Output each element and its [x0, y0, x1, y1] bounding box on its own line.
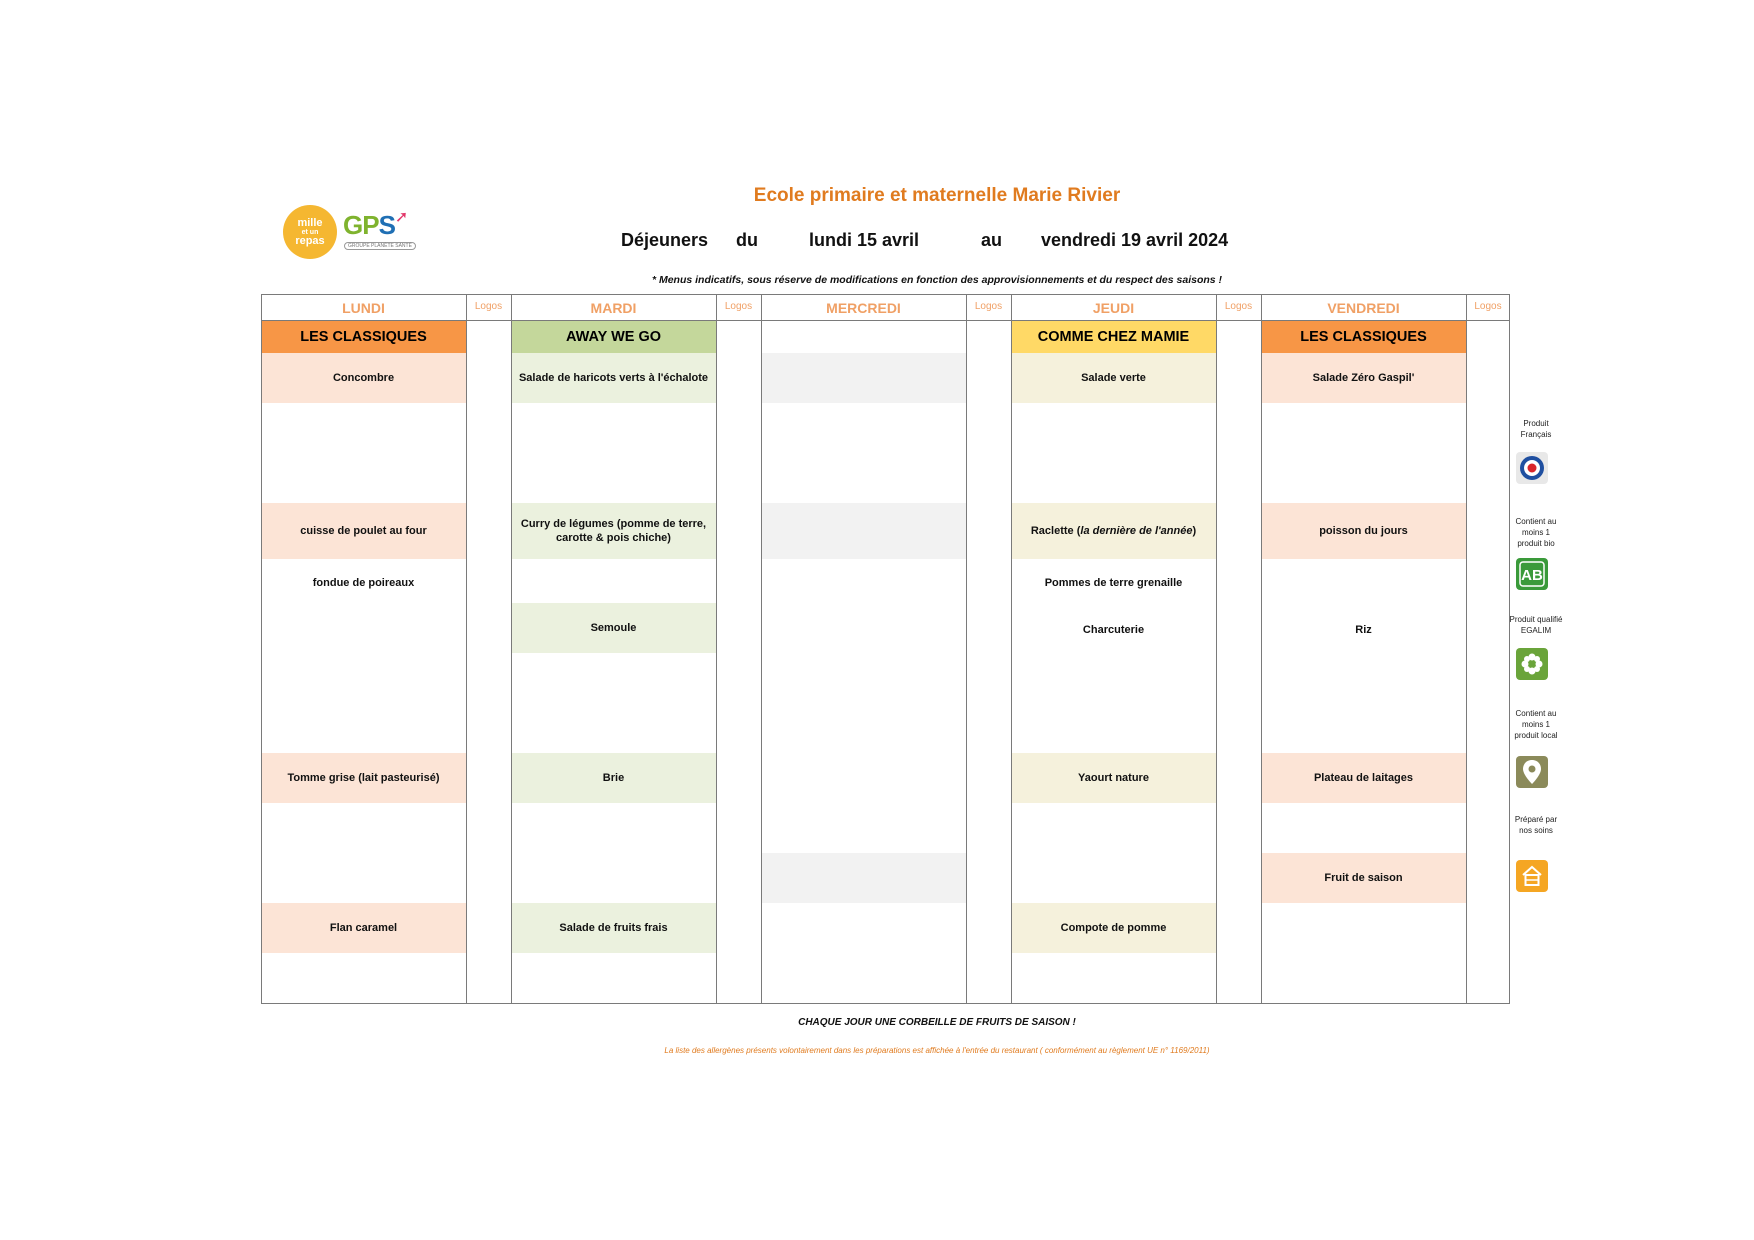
- table-border: [1509, 294, 1510, 1004]
- theme-lundi: LES CLASSIQUES: [261, 321, 466, 353]
- day-header-vendredi: VENDREDI: [1327, 300, 1400, 316]
- jeudi-accompagnement-2: Charcuterie: [1082, 624, 1145, 636]
- table-border: [261, 294, 1510, 295]
- day-header-mercredi: MERCREDI: [826, 300, 901, 316]
- jeudi-entree: Salade verte: [1011, 353, 1216, 403]
- mille-et-un-repas-logo: [283, 205, 337, 259]
- mardi-plat: Curry de légumes (pomme de terre, carotte & pois chiche): [511, 503, 716, 559]
- french-product-icon: [1516, 452, 1548, 484]
- day-header-mardi: MARDI: [590, 300, 637, 316]
- mardi-dessert: Salade de fruits frais: [511, 903, 716, 953]
- mardi-laitage: Brie: [511, 753, 716, 803]
- vendredi-dessert: Fruit de saison: [1261, 853, 1466, 903]
- mercredi-empty-entree: [761, 353, 966, 403]
- gps-logo-text: GP: [343, 210, 379, 240]
- vendredi-accompagnement: Riz: [1355, 624, 1372, 636]
- logos-header: Logos: [974, 301, 1003, 312]
- vendredi-plat: poisson du jours: [1261, 503, 1466, 559]
- mardi-entree: Salade de haricots verts à l'échalote: [511, 353, 716, 403]
- fruit-basket-note: CHAQUE JOUR UNE CORBEILLE DE FRUITS DE SAISON !: [798, 1017, 1076, 1028]
- table-border: [261, 294, 262, 1004]
- logo-text-line: mille: [297, 216, 323, 229]
- local-pin-icon: [1516, 756, 1548, 788]
- theme-jeudi: COMME CHEZ MAMIE: [1011, 321, 1216, 353]
- lundi-entree: Concombre: [261, 353, 466, 403]
- legend-label-bio: Contient au moins 1 produit bio: [1515, 517, 1557, 548]
- logos-header: Logos: [724, 301, 753, 312]
- allergen-note: La liste des allergènes présents volontairement dans les préparations est affichée à l'entrée du restaurant ( conformément au règlement UE n° 1169/2011): [664, 1046, 1210, 1055]
- logos-header: Logos: [1224, 301, 1253, 312]
- table-border: [511, 294, 512, 1004]
- day-header-jeudi: JEUDI: [1092, 300, 1135, 316]
- legend-label-egalim: Produit qualifié EGALIM: [1509, 615, 1563, 635]
- end-date: vendredi 19 avril 2024: [1041, 230, 1229, 250]
- vendredi-laitage: Plateau de laitages: [1261, 753, 1466, 803]
- mardi-accompagnement: Semoule: [511, 603, 716, 653]
- table-border: [716, 294, 717, 1004]
- jeudi-laitage: Yaourt nature: [1011, 753, 1216, 803]
- table-border: [466, 294, 467, 1004]
- lundi-dessert: Flan caramel: [261, 903, 466, 953]
- lundi-plat: cuisse de poulet au four: [261, 503, 466, 559]
- jeudi-plat-suffix: ): [1192, 525, 1197, 537]
- table-border: [1011, 294, 1012, 1004]
- day-header-lundi: LUNDI: [342, 300, 385, 316]
- gps-logo: [343, 210, 407, 241]
- table-border: [261, 320, 1510, 321]
- logos-header: Logos: [474, 301, 503, 312]
- weekly-menu-table: [261, 294, 1510, 1004]
- table-border: [761, 294, 762, 1004]
- legend-label-local: Contient au moins 1 produit local: [1514, 709, 1558, 740]
- legend-label-homemade: Préparé par nos soins: [1514, 815, 1558, 835]
- jeudi-plat-text: Raclette (: [1030, 525, 1081, 537]
- gps-swoosh-icon: ➚: [394, 209, 408, 226]
- jeudi-dessert: Compote de pomme: [1011, 903, 1216, 953]
- jeudi-accompagnement: Pommes de terre grenaille: [1044, 577, 1183, 589]
- table-border: [1466, 294, 1467, 1004]
- homemade-house-icon: [1516, 860, 1548, 892]
- lundi-laitage: Tomme grise (lait pasteurisé): [261, 753, 466, 803]
- legend-label-french: Produit Français: [1520, 419, 1552, 439]
- menu-disclaimer: * Menus indicatifs, sous réserve de modifications en fonction des approvisionnements et du respect des saisons !: [651, 274, 1223, 286]
- table-border: [966, 294, 967, 1004]
- gps-logo-subtitle: GROUPE PLANÈTE SANTÉ: [344, 242, 416, 250]
- table-border: [1216, 294, 1217, 1004]
- dejeuners-label: Déjeuners: [621, 230, 709, 250]
- lundi-accompagnement: fondue de poireaux: [312, 577, 415, 589]
- logo-text-line: repas: [295, 234, 325, 247]
- mercredi-empty-plat: [761, 503, 966, 559]
- gps-logo-s: S: [378, 210, 395, 240]
- du-label: du: [736, 230, 758, 250]
- theme-vendredi: LES CLASSIQUES: [1261, 321, 1466, 353]
- organic-ab-icon: [1516, 558, 1548, 590]
- mercredi-empty-dessert: [761, 853, 966, 903]
- au-label: au: [981, 230, 1003, 250]
- theme-mardi: AWAY WE GO: [511, 321, 716, 353]
- egalim-flower-icon: [1516, 648, 1548, 680]
- jeudi-plat: [1011, 503, 1216, 559]
- jeudi-plat-italic: la dernière de l'année: [1080, 525, 1193, 537]
- table-border: [1261, 294, 1262, 1004]
- logos-header: Logos: [1474, 301, 1502, 312]
- start-date: lundi 15 avril: [809, 230, 920, 250]
- logo-text-line: et un: [301, 228, 319, 236]
- school-title: Ecole primaire et maternelle Marie Rivier: [753, 185, 1121, 206]
- vendredi-entree: Salade Zéro Gaspil': [1261, 353, 1466, 403]
- table-border: [261, 1003, 1510, 1004]
- svg-text:AB: AB: [1521, 567, 1543, 584]
